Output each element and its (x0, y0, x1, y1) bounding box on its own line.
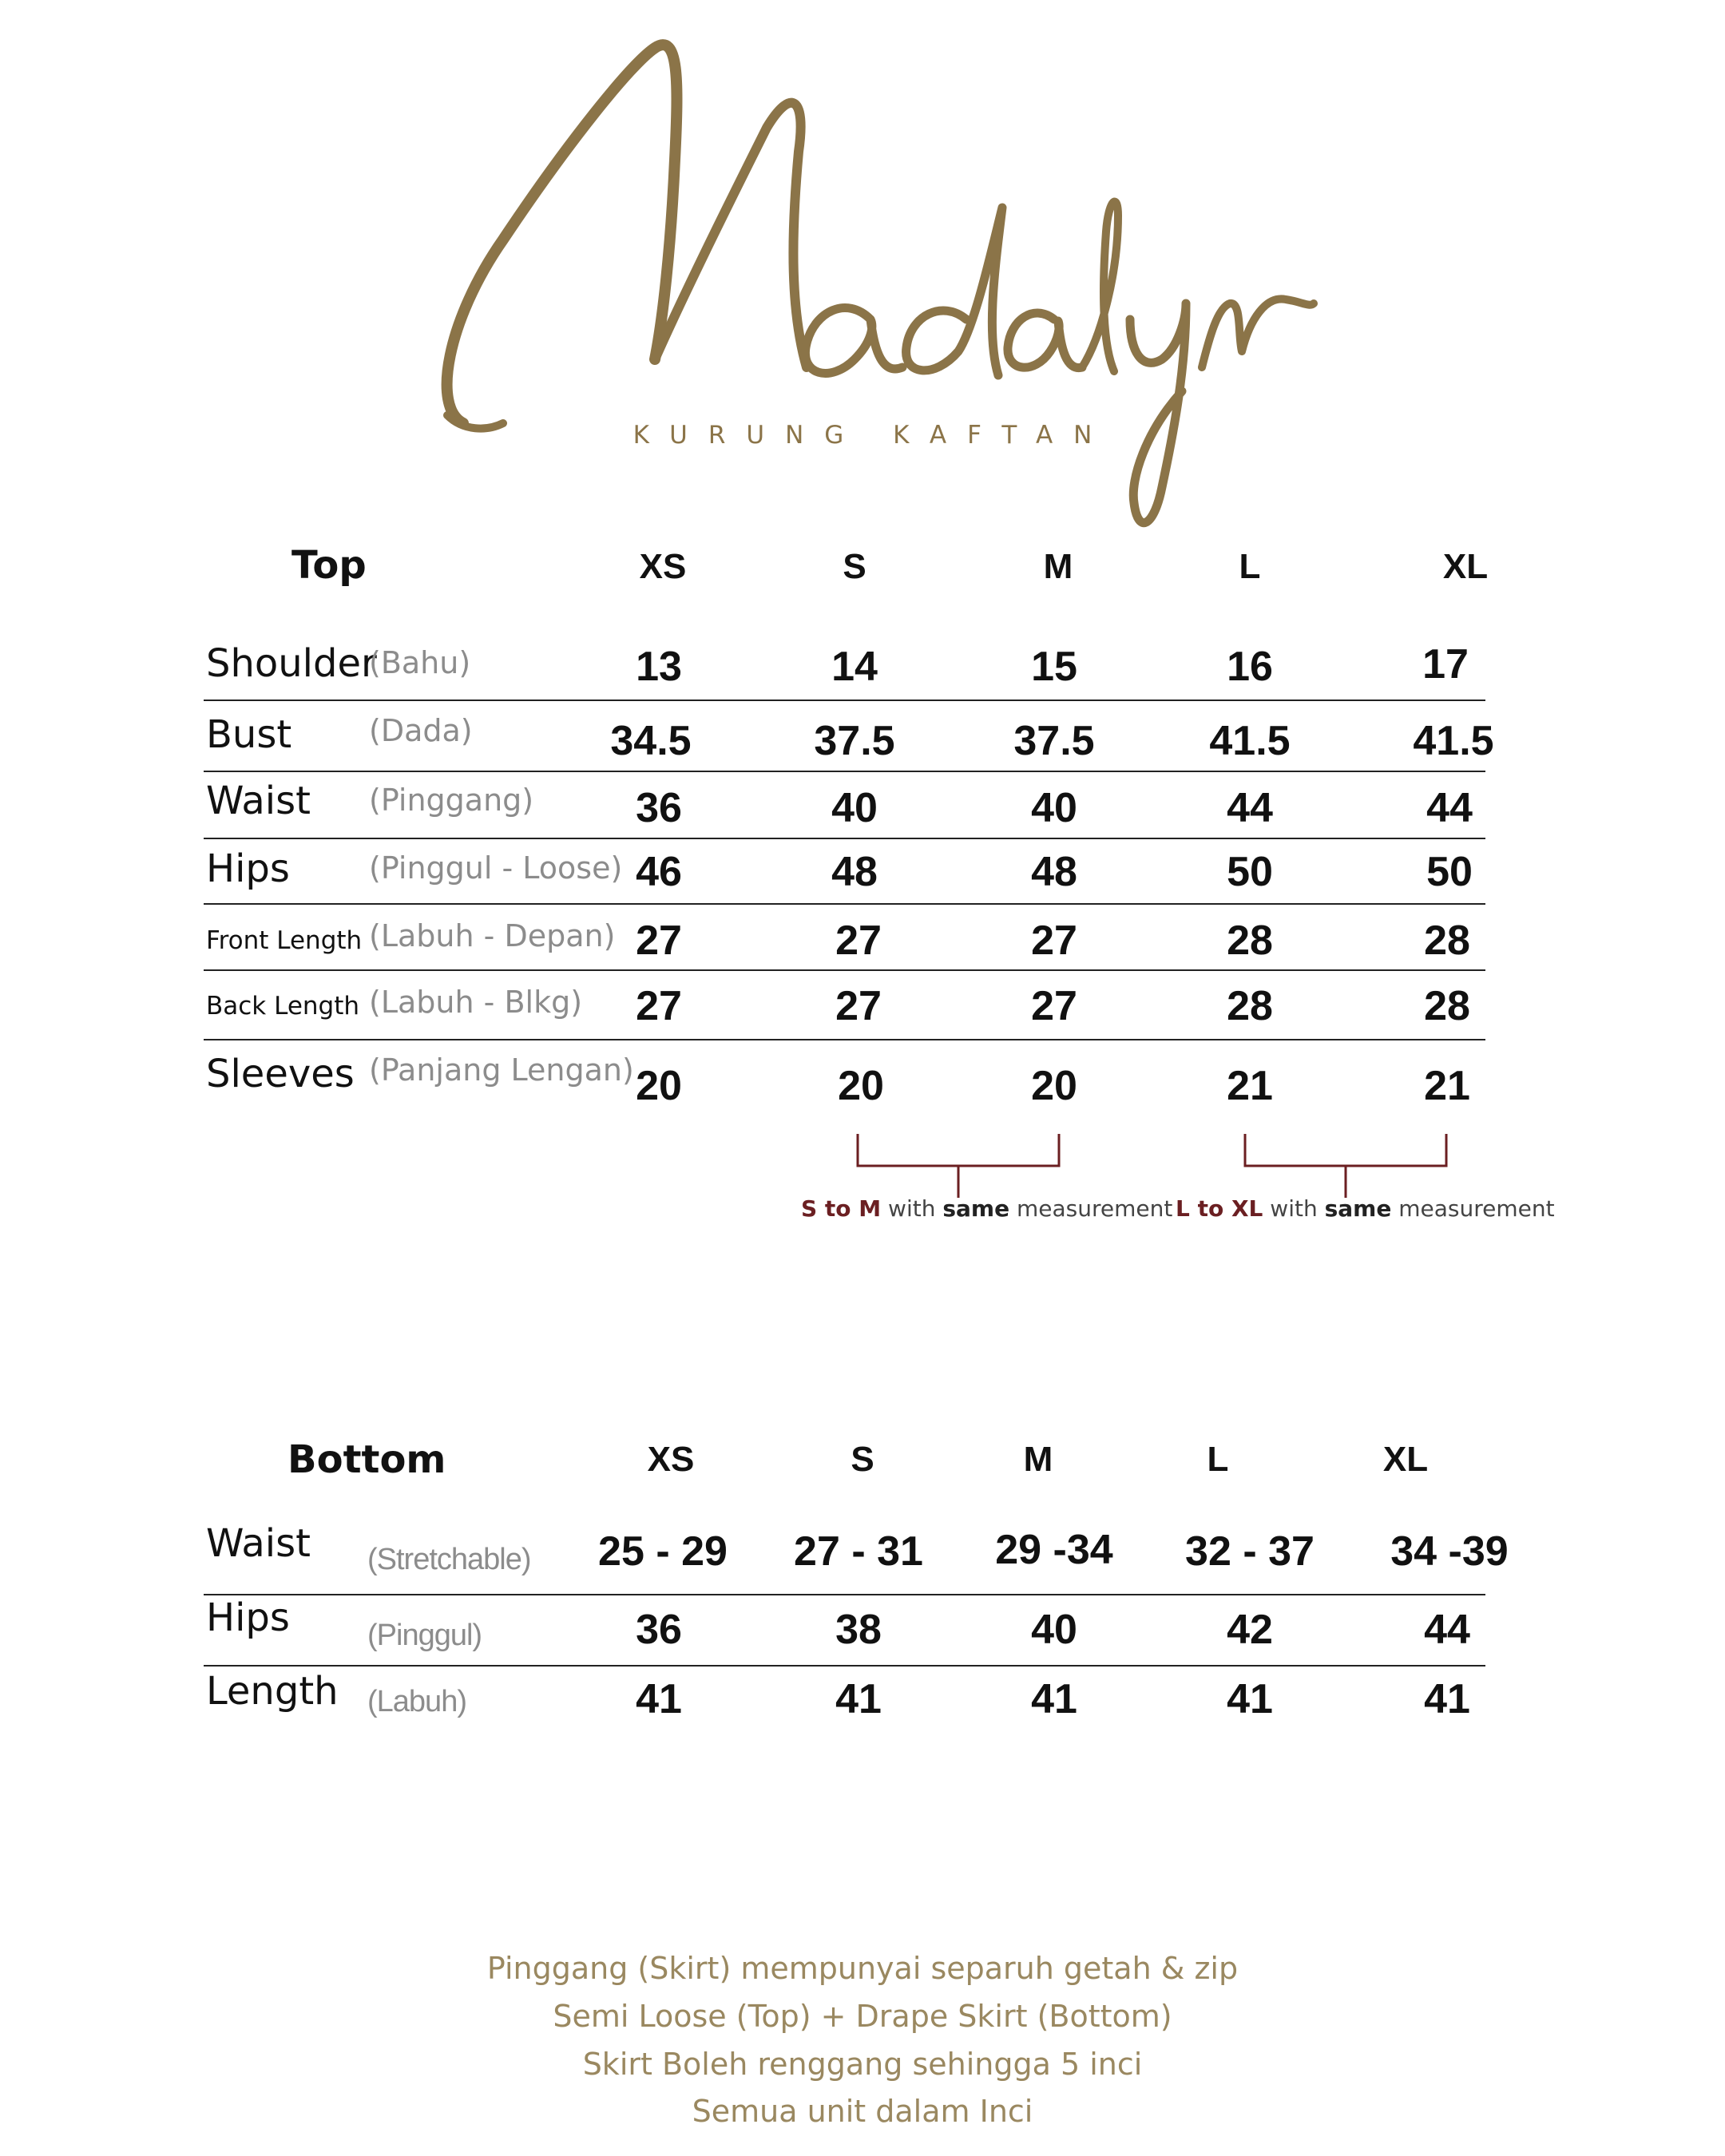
cell-value: 17 (1422, 641, 1469, 688)
bottom-size-s: S (851, 1440, 874, 1479)
row-label: Shoulder (206, 641, 377, 686)
cell-value: 28 (1424, 917, 1470, 964)
cell-value: 41.5 (1209, 718, 1291, 764)
cell-value: 25 - 29 (598, 1528, 728, 1575)
cell-value: 42 (1227, 1607, 1273, 1653)
cell-value: 15 (1031, 644, 1077, 690)
cell-value: 28 (1227, 983, 1273, 1029)
top-size-l: L (1239, 547, 1261, 586)
cell-value: 27 (636, 917, 682, 964)
footer-note-3: Skirt Boleh renggang sehingga 5 inci (582, 2047, 1143, 2082)
row-sublabel: (Labuh - Depan) (369, 918, 616, 953)
row-label: Waist (206, 1521, 311, 1566)
note-text: measurement (1391, 1195, 1555, 1222)
cell-value: 16 (1227, 644, 1273, 690)
row-sublabel: (Labuh) (367, 1685, 466, 1718)
cell-value: 21 (1424, 1063, 1470, 1109)
note-emphasis: same (1324, 1195, 1392, 1222)
cell-value: 41 (1031, 1676, 1077, 1722)
top-size-m: M (1043, 547, 1073, 586)
top-size-s: S (843, 547, 866, 586)
note-range: S to M (801, 1195, 882, 1222)
footer-note-2: Semi Loose (Top) + Drape Skirt (Bottom) (553, 1999, 1172, 2034)
row-divider (204, 771, 1485, 772)
cell-value: 44 (1424, 1607, 1470, 1653)
row-divider (204, 1594, 1485, 1595)
row-label: Front Length (206, 926, 363, 955)
cell-value: 14 (831, 644, 878, 690)
cell-value: 36 (636, 785, 682, 831)
cell-value: 44 (1426, 785, 1473, 831)
row-sublabel: (Dada) (369, 713, 473, 748)
bottom-size-l: L (1207, 1440, 1229, 1479)
cell-value: 48 (831, 849, 878, 895)
row-divider (204, 838, 1485, 839)
row-label: Bust (206, 712, 292, 757)
brand-logo (415, 32, 1318, 543)
note-emphasis: same (942, 1195, 1010, 1222)
cell-value: 34 -39 (1390, 1528, 1509, 1575)
row-sublabel: (Stretchable) (367, 1543, 531, 1576)
row-divider (204, 969, 1485, 971)
top-size-xs: XS (639, 547, 687, 586)
top-size-xl: XL (1442, 547, 1489, 586)
row-divider (204, 1039, 1485, 1040)
bottom-size-m: M (1023, 1440, 1053, 1479)
row-divider (204, 700, 1485, 701)
row-sublabel: (Pinggang) (369, 783, 534, 818)
row-label: Hips (206, 1595, 290, 1640)
cell-value: 40 (1031, 1607, 1077, 1653)
row-sublabel: (Bahu) (369, 645, 471, 680)
note-range: L to XL (1176, 1195, 1263, 1222)
footer-note-1: Pinggang (Skirt) mempunyai separuh getah & zip (486, 1951, 1239, 1986)
cell-value: 40 (831, 785, 878, 831)
cell-value: 20 (838, 1063, 884, 1109)
cell-value: 27 (835, 917, 882, 964)
row-sublabel: (Labuh - Blkg) (369, 985, 583, 1020)
cell-value: 27 (1031, 983, 1077, 1029)
row-sublabel: (Pinggul - Loose) (369, 850, 623, 886)
cell-value: 20 (1031, 1063, 1077, 1109)
row-label: Waist (206, 779, 311, 823)
row-divider (204, 1665, 1485, 1667)
cell-value: 50 (1227, 849, 1273, 895)
bottom-size-xs: XS (647, 1440, 695, 1479)
cell-value: 41 (1227, 1676, 1273, 1722)
footer-note-4: Semua unit dalam Inci (692, 2094, 1033, 2129)
cell-value: 28 (1424, 983, 1470, 1029)
cell-value: 41 (1424, 1676, 1470, 1722)
cell-value: 29 -34 (995, 1527, 1113, 1573)
cell-value: 50 (1426, 849, 1473, 895)
cell-value: 32 - 37 (1185, 1528, 1315, 1575)
cell-value: 37.5 (814, 718, 895, 764)
bracket-s-to-m (855, 1134, 1062, 1198)
cell-value: 27 (636, 983, 682, 1029)
row-label: Back Length (206, 992, 360, 1021)
row-label: Sleeves (206, 1052, 355, 1096)
cell-value: 41.5 (1413, 718, 1494, 764)
cell-value: 36 (636, 1607, 682, 1653)
note-text: with (881, 1195, 943, 1222)
bracket-l-to-xl (1242, 1134, 1449, 1198)
row-label: Length (206, 1669, 339, 1714)
cell-value: 40 (1031, 785, 1077, 831)
row-sublabel: (Pinggul) (367, 1619, 482, 1652)
cell-value: 44 (1227, 785, 1273, 831)
note-l-to-xl (1176, 1195, 1555, 1222)
cell-value: 28 (1227, 917, 1273, 964)
row-divider (204, 903, 1485, 905)
note-text: with (1263, 1195, 1325, 1222)
cell-value: 37.5 (1013, 718, 1095, 764)
cell-value: 46 (636, 849, 682, 895)
row-label: Hips (206, 846, 290, 891)
bottom-section-title: Bottom (288, 1437, 446, 1482)
cell-value: 27 (835, 983, 882, 1029)
cell-value: 13 (636, 644, 682, 690)
cell-value: 21 (1227, 1063, 1273, 1109)
bottom-size-xl: XL (1382, 1440, 1429, 1479)
note-s-to-m (801, 1195, 1172, 1222)
cell-value: 27 - 31 (794, 1528, 923, 1575)
cell-value: 41 (636, 1676, 682, 1722)
brand-tagline: KURUNG KAFTAN (632, 421, 1113, 450)
note-text: measurement (1009, 1195, 1173, 1222)
cell-value: 48 (1031, 849, 1077, 895)
cell-value: 41 (835, 1676, 882, 1722)
row-sublabel: (Panjang Lengan) (369, 1052, 634, 1088)
cell-value: 20 (636, 1063, 682, 1109)
cell-value: 27 (1031, 917, 1077, 964)
cell-value: 38 (835, 1607, 882, 1653)
top-section-title: Top (291, 543, 367, 588)
cell-value: 34.5 (610, 718, 692, 764)
